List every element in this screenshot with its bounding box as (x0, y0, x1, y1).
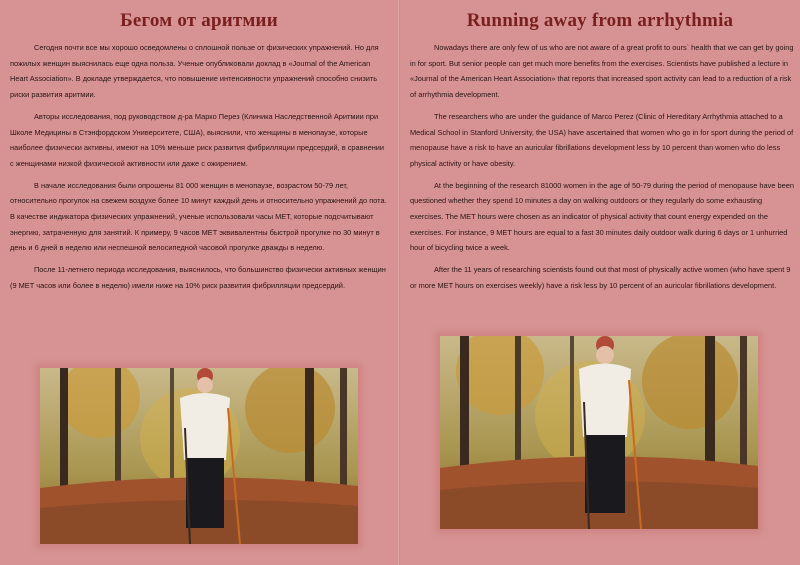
article-body-en (410, 40, 794, 300)
paragraph: Сегодня почти все мы хорошо осведомлены о сплошной пользе от физических упражнений. Но для пожилых женщин выяснилась еще одна польза. Ученые опубликовали доклад в «Journal of the American Heart Association». В докладе утверждается, что повышение интенсивности упражнений способно снизить риски развития аритмии. (10, 43, 379, 100)
article-body-ru (10, 40, 388, 300)
right-page (400, 0, 800, 565)
page-title-ru: Бегом от аритмии (120, 10, 278, 31)
paragraph: Авторы исследования, под руководством д-ра Марко Перез (Клиника Наследственной Аритмии при Школе Медицины в Стэнфордском Университете, США), выяснили, что женщины в менопаузе, которые наиболее физически активны, имеют на 10% меньше риск развития фибрилляции предсердий, в сравнении с женщинами низкой физической активности или даже с ожирением. (10, 111, 385, 168)
paragraph: В начале исследования были опрошены 81 000 женщин в менопаузе, возрастом 50-79 лет, относительно прогулок на свежем воздухе более 10 минут каждый день и относительно упражнений до пота. В качестве индикатора физических упражнений, ученые использовали часы МЕТ, которые подсчитывают энергию, затраченную для занятий. К примеру, 9 часов МЕТ эквивалентны быстрой прогулке по 30 минут в день и 6 дней в неделю или неспешной велосипедной часовой прогулке дважды в неделю. (10, 180, 387, 253)
nordic-walking-photo (440, 336, 758, 529)
paragraph: После 11-летнего периода исследования, выяснилось, что большинство физически активных женщин (9 МЕТ часов или более в неделю) имели ниже на 10% риск развития фибрилляции предсердий. (10, 265, 386, 290)
page-title-en: Running away from arrhythmia (466, 10, 734, 31)
paragraph: Nowadays there are only few of us who are not aware of a great profit to ours` health that we can get by going in for sport. But senior people can get much more benefits from the exercises. Scientists have published a lecture in «Journal of the American Heart Association» that reports that increased sport activity can lead to a reduction of a risk of arrhythmia development. (410, 43, 794, 100)
paragraph: The researchers who are under the guidance of Marco Perez (Clinic of Hereditary Arrhythmia attached to a Medical School in Stanford University, the USA) have ascertained that women who go in for sport during the period of menopause have a risk to have an auricular fibrillations development less by 10 percent than women who do less physical activity or have obesity. (410, 111, 794, 168)
paragraph: At the beginning of the research 81000 women in the age of 50-79 during the period of menopause have been questioned whether they spend 10 minutes a day on walking outdoors or they regularly do some exhausting exercises. The MET hours were chosen as an indicator of physical activity that count energy expended on the exercises. For instance, 9 MET hours are equal to a fast 30 minutes daily outdoor walk during 6 days or 1 unhurried hour of bicycling twice a week. (410, 180, 794, 253)
nordic-walking-photo (40, 368, 358, 544)
paragraph: After the 11 years of researching scientists found out that most of physically active women (who have spent 9 or more MET hours on exercises weekly) have a risk less by 10 percent of an auricular fibrillations development. (410, 265, 791, 290)
left-page (0, 0, 398, 565)
